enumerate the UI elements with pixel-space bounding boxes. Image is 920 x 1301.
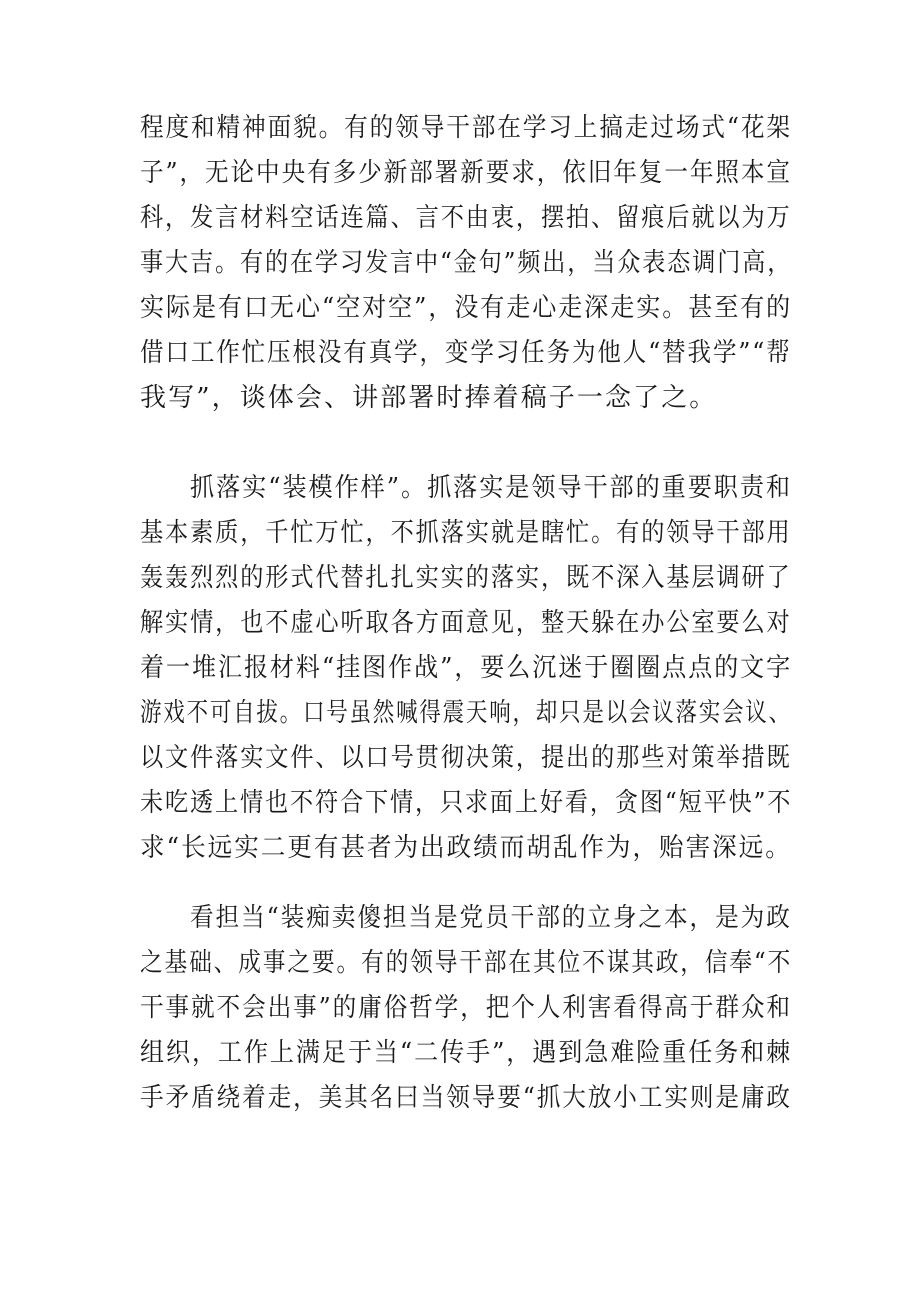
text-line: 事大吉。有的在学习发言中“金句”频出，当众表态调门高， — [140, 248, 793, 278]
text-line: 子”，无论中央有多少新部署新要求，依旧年复一年照本宣 — [140, 158, 792, 188]
text-line: 游戏不可自拔。口号虽然喊得震天响，却只是以会议落实会议、 — [140, 698, 792, 728]
text-line: 未吃透上情也不符合下情，只求面上好看，贪图“短平快”不 — [140, 788, 793, 818]
text-line: 实际是有口无心“空对空”，没有走心走深走实。甚至有的 — [140, 293, 793, 323]
text-line: 手矛盾绕着走，美其名曰当领导要“抓大放小工实则是庸政 — [140, 1083, 792, 1113]
text-line: 科，发言材料空话连篇、言不由衷，摆拍、留痕后就以为万 — [140, 203, 792, 233]
text-line: 程度和精神面貌。有的领导干部在学习上搞走过场式“花架 — [140, 113, 792, 143]
text-line: 着一堆汇报材料“挂图作战”，要么沉迷于圈圈点点的文字 — [140, 653, 793, 683]
text-line: 组织，工作上满足于当“二传手”，遇到急难险重任务和棘 — [140, 1038, 793, 1068]
text-line: 借口工作忙压根没有真学，变学习任务为他人“替我学”“帮 — [140, 338, 792, 368]
text-line: 看担当“装痴卖傻担当是党员干部的立身之本，是为政 — [190, 903, 792, 933]
text-line: 我写”，谈体会、讲部署时捧着稿子一念了之。 — [140, 383, 718, 413]
text-line: 基本素质，千忙万忙，不抓落实就是瞎忙。有的领导干部用 — [140, 518, 792, 548]
text-line: 干事就不会出事”的庸俗哲学，把个人利害看得高于群众和 — [140, 993, 792, 1023]
text-line: 求“长远实二更有甚者为出政绩而胡乱作为，贻害深远。 — [140, 833, 792, 863]
text-line: 之基础、成事之要。有的领导干部在其位不谋其政，信奉“不 — [140, 948, 793, 978]
text-line: 轰轰烈烈的形式代替扎扎实实的落实，既不深入基层调研了 — [140, 563, 792, 593]
text-line: 以文件落实文件、以口号贯彻决策，提出的那些对策举措既 — [140, 743, 792, 773]
text-line: 抓落实“装模作样”。抓落实是领导干部的重要职责和 — [190, 473, 793, 503]
text-line: 解实情，也不虚心听取各方面意见，整天躲在办公室要么对 — [140, 608, 792, 638]
